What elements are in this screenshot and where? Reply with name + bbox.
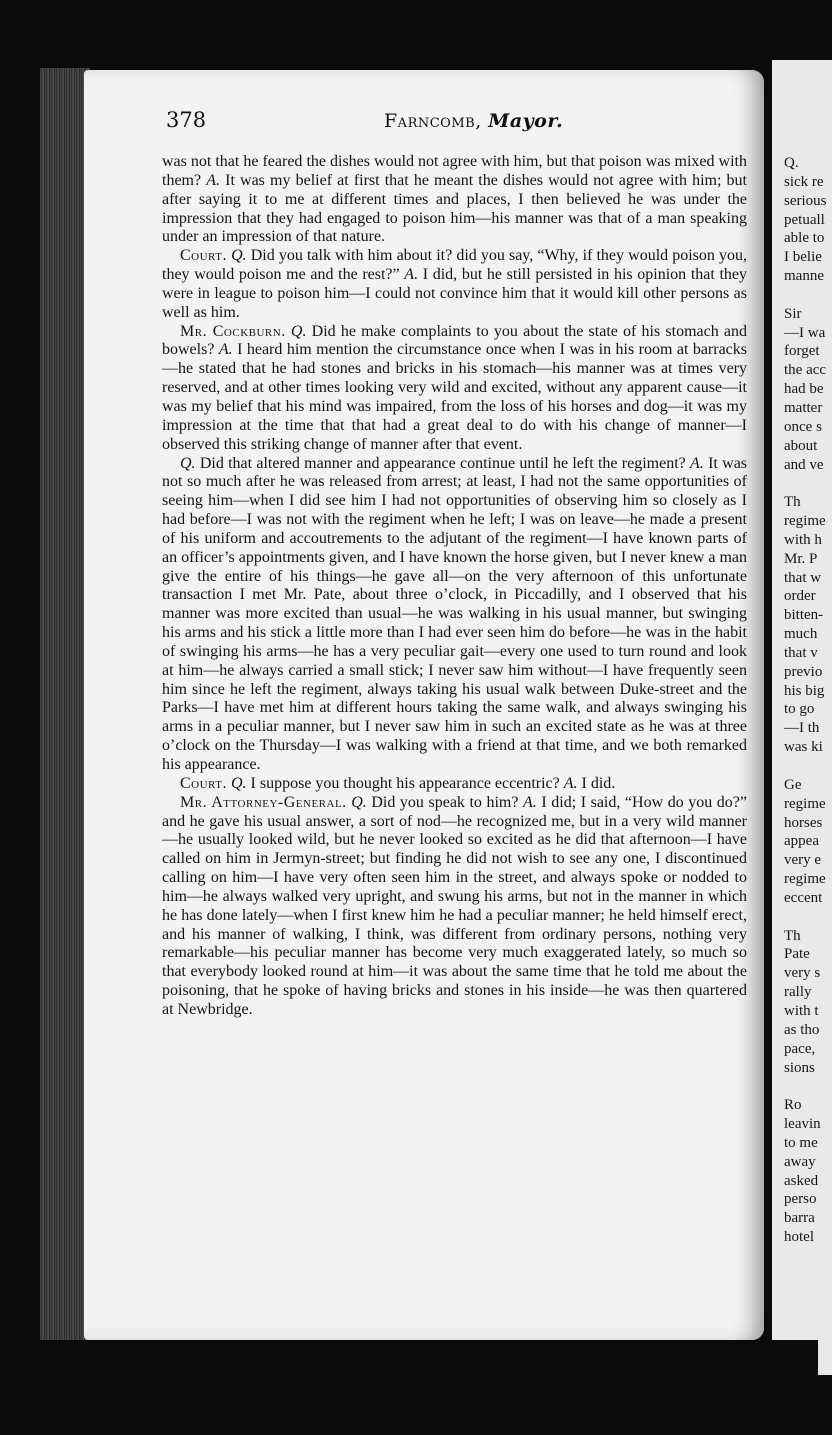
book-page <box>84 70 764 1340</box>
adjacent-page-fragment: Th <box>784 927 801 944</box>
adjacent-page-fragment: had be <box>784 381 824 398</box>
speaker-label: Court. <box>180 247 227 265</box>
adjacent-page-fragment: order <box>784 588 816 605</box>
speaker-label: Mr. Attorney-General. <box>180 793 347 811</box>
adjacent-page-fragment: hotel <box>784 1229 814 1246</box>
adjacent-page-fragment: that w <box>784 569 822 586</box>
adjacent-page-fragment: matter <box>784 399 823 416</box>
adjacent-page-fragment: Ge <box>784 776 802 793</box>
adjacent-page-fragment: very e <box>784 852 822 869</box>
adjacent-page-fragment: forget <box>784 343 820 360</box>
adjacent-page-fragment: eccent <box>784 889 823 906</box>
adjacent-page <box>772 60 832 1375</box>
adjacent-page-fragment: sions <box>784 1059 815 1076</box>
paragraph: Q. Did that altered manner and appearance continue until he left the regiment? A. It was not so much after he was released from arrest; at least, I had not the same opportunities of seeing him—when I did see him I had not opportunities of observing him so closely as I had before—I was not with the regiment when he left; I was on leave—he made a present of his uniform and accoutrements to the adjutant of the regiment—I have known parts of an officer’s appointments given, and I have known the horse given, but I never knew a man give the entire of his things—he gave all—on the very afternoon of this unfortunate transaction I met Mr. Pate, about three o’clock, in Piccadilly, and I observed that his manner was more excited than usual—he was walking in his usual manner, but swinging his arms and his stick a little more than I had ever seen him do before—he was in the habit of swinging his arms—he has a very peculiar gait—every one used to turn round and look at him—he always carried a small stick; I never saw him without—I have frequently seen him since he left the regiment, always taking his usual walk between Duke-street and the Parks—I have met him at different hours taking the same walk, and always swinging his arms in a peculiar manner, but I never saw him in such an excited state as he was at three o’clock on the Thursday—I was walking with a friend at that time, and we both remarked his appearance. <box>162 454 748 773</box>
adjacent-page-gap <box>784 757 832 776</box>
adjacent-page-fragment: horses <box>784 814 823 831</box>
adjacent-page-fragment: able to <box>784 230 825 247</box>
page-number: 378 <box>166 108 207 132</box>
speaker-label: Court. <box>180 774 227 792</box>
paragraph: was not that he feared the dishes would not agree with him, but that poison was mixed with them? A. It was my belief at first that he meant the dishes would not agree with him; but after saying it to me at different times and places, I then believed he was under the impression that they had engaged to poison him—his manner was that of a man speaking under an impression of that nature. <box>162 153 747 246</box>
adjacent-page-fragment: the acc <box>784 362 827 379</box>
scan-background <box>0 1340 818 1435</box>
adjacent-page-fragment: sick re <box>784 173 824 190</box>
adjacent-page-fragment: petuall <box>784 211 825 228</box>
running-head-title: Mayor. <box>488 110 564 132</box>
adjacent-page-fragment: perso <box>784 1191 817 1208</box>
adjacent-page-fragment: his big <box>784 682 825 699</box>
adjacent-page-fragment: serious <box>784 192 827 209</box>
running-head <box>384 110 563 132</box>
adjacent-page-fragment: with t <box>784 1002 819 1019</box>
adjacent-page-text <box>784 154 832 1247</box>
adjacent-page-fragment: bitten- <box>784 607 824 624</box>
adjacent-page-fragment: with h <box>784 531 822 548</box>
adjacent-page-fragment: regime <box>784 795 826 812</box>
page-body <box>162 153 747 1020</box>
adjacent-page-fragment: Sir <box>784 305 802 322</box>
adjacent-page-fragment: previo <box>784 663 823 680</box>
adjacent-page-fragment: away <box>784 1153 816 1170</box>
running-head-name: Farncomb, <box>384 110 482 132</box>
adjacent-page-fragment: I belie <box>784 249 822 266</box>
paragraph: Court. Q. Did you talk with him about it? did you say, “Why, if they would poison you, they would poison me and the rest?” A. I did, but he still persisted in his opinion that they were in league to poison him—I could not convince him that it would kill other persons as well as him. <box>162 247 748 321</box>
adjacent-page-fragment: regime <box>784 871 826 888</box>
adjacent-page-fragment: leavin <box>784 1116 821 1133</box>
adjacent-page-fragment: Q. <box>784 155 799 171</box>
adjacent-page-fragment: Pate <box>784 946 810 963</box>
page-header <box>166 108 726 142</box>
adjacent-page-fragment: manne <box>784 268 824 285</box>
adjacent-page-gap <box>784 286 832 305</box>
speaker-label: Mr. Cockburn. <box>180 322 286 340</box>
adjacent-page-fragment: rally <box>784 984 812 1001</box>
paragraph: Mr. Cockburn. Q. Did he make complaints to you about the state of his stomach and bowels? A. I heard him mention the circumstance once when I was in his room at barracks—he stated that he had stones and bricks in his stomach—his manner was at times very reserved, and at other times looking very wild and excited, without any apparent cause—it was my belief that his mind was impaired, from the loss of his horses and dog—it was my impression at the time that that had a great deal to do with his change of manner—I observed this striking change of manner after that event. <box>162 322 748 453</box>
adjacent-page-fragment: pace, <box>784 1040 816 1057</box>
adjacent-page-fragment: once s <box>784 418 822 435</box>
paragraph: Court. Q. I suppose you thought his appearance eccentric? A. I did. <box>180 774 616 792</box>
adjacent-page-fragment: about <box>784 437 818 454</box>
adjacent-page-fragment: —I th <box>784 720 820 737</box>
adjacent-page-gap <box>784 908 832 927</box>
adjacent-page-fragment: much <box>784 626 818 643</box>
adjacent-page-fragment: that v <box>784 644 818 661</box>
adjacent-page-fragment: —I wa <box>784 324 826 341</box>
adjacent-page-fragment: appea <box>784 833 819 850</box>
adjacent-page-fragment: regime <box>784 513 826 530</box>
adjacent-page-gap <box>784 474 832 493</box>
adjacent-page-fragment: Th <box>784 494 801 511</box>
adjacent-page-fragment: barra <box>784 1210 815 1227</box>
adjacent-page-fragment: and ve <box>784 456 824 473</box>
adjacent-page-fragment: to go <box>784 701 815 718</box>
adjacent-page-fragment: to me <box>784 1134 818 1151</box>
adjacent-page-fragment: very s <box>784 965 821 982</box>
adjacent-page-fragment: as tho <box>784 1021 820 1038</box>
adjacent-page-fragment: Ro <box>784 1097 802 1114</box>
adjacent-page-gap <box>784 1077 832 1096</box>
page-edge-stack <box>40 68 90 1343</box>
adjacent-page-fragment: asked <box>784 1172 819 1189</box>
adjacent-page-fragment: Mr. P <box>784 550 818 567</box>
paragraph: Mr. Attorney-General. Q. Did you speak to him? A. I did; I said, “How do you do?” and he gave his usual answer, a sort of nod—he recognized me, but in a very wild manner—he usually looked wild, but he never looked so excited as he did that afternoon—I have called on him in Jermyn-street; but finding he did not wish to see any one, I discontinued calling on him—I have very often seen him in the street, and always spoke or nodded to him—he always walked very upright, and swung his arms, but not in the manner in which he has done lately—when I first knew him he had a peculiar manner; he held himself erect, and his manner of walking, I think, was different from ordinary persons, nothing very remarkable—his peculiar manner has become very much exaggerated lately, so much so that everybody looked round at him—it was about the same time that he told me about the poisoning, that he spoke of having bricks and stones in his inside—he was then quartered at Newbridge. <box>162 793 748 1018</box>
adjacent-page-fragment: was ki <box>784 739 823 756</box>
